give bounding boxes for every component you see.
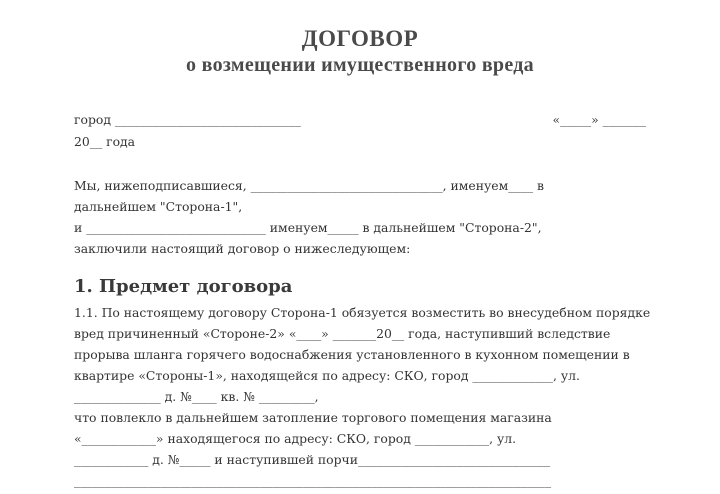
section-line: 1.1. По настоящему договору Сторона-1 обязуется возместить во внесудебном порядке xyxy=(74,305,651,320)
intro-line: и _____________________________ именуем_____ в дальнейшем "Сторона-2", xyxy=(74,220,542,235)
date-line: «_____» _______ xyxy=(552,112,646,127)
city-line: город ______________________________ xyxy=(74,112,301,127)
section-line: «____________» находящегося по адресу: СКО, город ____________, ул. xyxy=(74,431,517,446)
section-line: прорыва шланга горячего водоснабжения установленного в кухонном помещении в xyxy=(74,347,630,362)
document-subtitle: о возмещении имущественного вреда xyxy=(186,54,534,76)
section-line: _____________________________________________________________________________ xyxy=(74,473,552,488)
section-line: ______________ д. №____ кв. № _________, xyxy=(74,389,319,404)
document-title: ДОГОВОР xyxy=(301,26,419,51)
section-line: ____________ д. №_____ и наступившей порчи_______________________________ xyxy=(74,452,551,467)
section-line: квартире «Стороны-1», находящейся по адресу: СКО, город _____________, ул. xyxy=(74,368,580,383)
intro-line: дальнейшем "Сторона-1", xyxy=(74,199,243,214)
intro-line: Мы, нижеподписавшиеся, _______________________________, именуем____ в xyxy=(74,178,544,193)
section-line: что повлекло в дальнейшем затопление торгового помещения магазина xyxy=(74,410,552,425)
intro-line: заключили настоящий договор о нижеследующем: xyxy=(74,241,411,256)
section-heading: 1. Предмет договора xyxy=(74,276,293,297)
section-line: вред причиненный «Стороне-2» «____» _______20__ года, наступивший вследствие xyxy=(74,326,611,341)
year-line: 20__ года xyxy=(74,134,136,149)
